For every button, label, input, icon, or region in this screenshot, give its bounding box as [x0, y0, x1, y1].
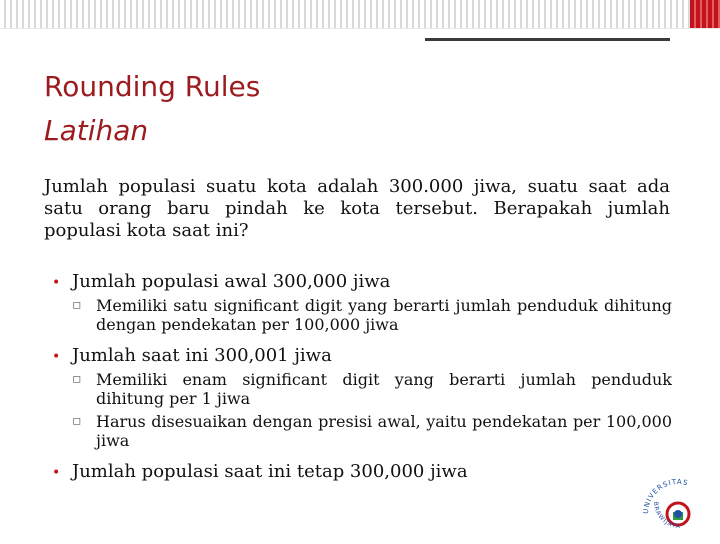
bullet-marker: • [52, 465, 61, 481]
bullet-list [52, 270, 672, 486]
bullet-marker: • [52, 349, 61, 365]
sub-bullet-marker: ▫ [72, 297, 82, 313]
bullet-text: Jumlah saat ini 300,001 jiwa [72, 345, 332, 366]
header-stripes [0, 0, 690, 28]
bullet-item [52, 270, 672, 294]
sub-bullet-item [52, 370, 672, 408]
bullet-item [52, 344, 672, 368]
header-accent-line [425, 38, 670, 41]
sub-bullet-marker: ▫ [72, 413, 82, 429]
sub-bullet-text: Memiliki enam significant digit yang berarti jumlah penduduk dihitung per 1 jiwa [96, 370, 672, 408]
sub-bullet-marker: ▫ [72, 371, 82, 387]
bullet-marker: • [52, 275, 61, 291]
sub-bullet-item [52, 296, 672, 334]
header-red-block [690, 0, 720, 28]
slide-title: Rounding Rules [44, 70, 261, 103]
logo-text-bottom: BRAWIJAYA [651, 501, 682, 531]
sub-bullet-text: Harus disesuaikan dengan presisi awal, yaitu pendekatan per 100,000 jiwa [96, 412, 672, 450]
bullet-text: Jumlah populasi awal 300,000 jiwa [72, 271, 391, 292]
svg-text:UNIVERSITAS [642, 478, 689, 514]
bullet-text: Jumlah populasi saat ini tetap 300,000 jiwa [72, 461, 468, 482]
slide-subtitle: Latihan [44, 114, 149, 147]
sub-bullet-item [52, 412, 672, 450]
question-text: Jumlah populasi suatu kota adalah 300.000 jiwa, suatu saat ada satu orang baru pindah ke kota tersebut. Berapakah jumlah populasi kota saat ini? [44, 176, 670, 241]
header-decoration [0, 0, 720, 48]
bullet-item [52, 460, 672, 484]
university-logo-icon [636, 462, 720, 540]
header-divider [0, 28, 720, 29]
logo-text-top: UNIVERSITAS [641, 477, 690, 515]
sub-bullet-text: Memiliki satu significant digit yang berarti jumlah penduduk dihitung dengan pendekatan per 100,000 jiwa [96, 296, 672, 334]
